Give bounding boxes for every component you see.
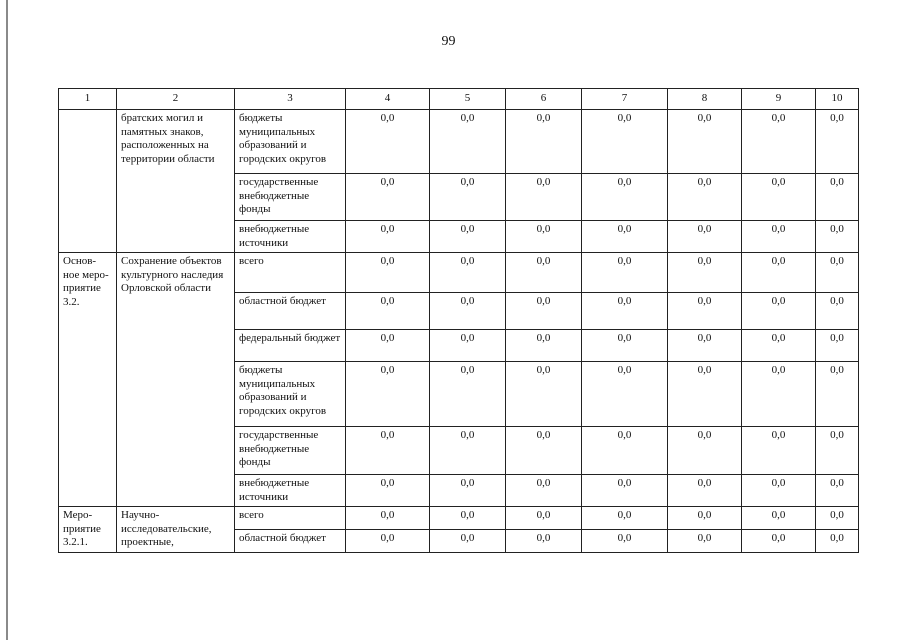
- value-cell: 0,0: [668, 221, 742, 253]
- value-cell: 0,0: [430, 507, 506, 530]
- value-cell: 0,0: [742, 174, 816, 221]
- value-cell: 0,0: [668, 293, 742, 330]
- funding-source-cell: всего: [235, 507, 346, 530]
- page-left-edge: [6, 0, 8, 640]
- event-code-cell: [59, 110, 117, 253]
- funding-source-cell: внебюджетные источники: [235, 221, 346, 253]
- value-cell: 0,0: [506, 362, 582, 427]
- header-cell-2: 2: [117, 89, 235, 110]
- event-code-cell: Меро-приятие 3.2.1.: [59, 507, 117, 553]
- value-cell: 0,0: [346, 362, 430, 427]
- value-cell: 0,0: [668, 362, 742, 427]
- funding-source-cell: областной бюджет: [235, 530, 346, 553]
- header-cell-1: 1: [59, 89, 117, 110]
- value-cell: 0,0: [430, 174, 506, 221]
- value-cell: 0,0: [668, 507, 742, 530]
- header-cell-6: 6: [506, 89, 582, 110]
- value-cell: 0,0: [816, 174, 859, 221]
- value-cell: 0,0: [816, 362, 859, 427]
- funding-source-cell: федеральный бюджет: [235, 330, 346, 362]
- value-cell: 0,0: [346, 427, 430, 475]
- value-cell: 0,0: [430, 475, 506, 507]
- funding-source-cell: областной бюджет: [235, 293, 346, 330]
- value-cell: 0,0: [346, 475, 430, 507]
- value-cell: 0,0: [506, 293, 582, 330]
- value-cell: 0,0: [430, 330, 506, 362]
- header-cell-7: 7: [582, 89, 668, 110]
- budget-table: [58, 88, 859, 553]
- value-cell: 0,0: [582, 330, 668, 362]
- header-cell-10: 10: [816, 89, 859, 110]
- table-row: [59, 507, 859, 530]
- value-cell: 0,0: [668, 110, 742, 174]
- value-cell: 0,0: [430, 530, 506, 553]
- value-cell: 0,0: [346, 174, 430, 221]
- value-cell: 0,0: [742, 253, 816, 293]
- value-cell: 0,0: [816, 221, 859, 253]
- value-cell: 0,0: [506, 221, 582, 253]
- value-cell: 0,0: [346, 330, 430, 362]
- value-cell: 0,0: [582, 530, 668, 553]
- header-row: [59, 89, 859, 110]
- header-cell-9: 9: [742, 89, 816, 110]
- event-name-cell: братских могил и памятных знаков, расположенных на территории области: [117, 110, 235, 253]
- value-cell: 0,0: [582, 475, 668, 507]
- value-cell: 0,0: [742, 507, 816, 530]
- value-cell: 0,0: [346, 530, 430, 553]
- value-cell: 0,0: [346, 221, 430, 253]
- value-cell: 0,0: [668, 530, 742, 553]
- value-cell: 0,0: [430, 221, 506, 253]
- value-cell: 0,0: [816, 507, 859, 530]
- value-cell: 0,0: [430, 362, 506, 427]
- value-cell: 0,0: [816, 530, 859, 553]
- value-cell: 0,0: [506, 330, 582, 362]
- header-cell-8: 8: [668, 89, 742, 110]
- value-cell: 0,0: [582, 110, 668, 174]
- value-cell: 0,0: [742, 362, 816, 427]
- value-cell: 0,0: [582, 427, 668, 475]
- value-cell: 0,0: [346, 253, 430, 293]
- value-cell: 0,0: [506, 475, 582, 507]
- value-cell: 0,0: [742, 293, 816, 330]
- value-cell: 0,0: [742, 110, 816, 174]
- value-cell: 0,0: [506, 110, 582, 174]
- value-cell: 0,0: [742, 530, 816, 553]
- value-cell: 0,0: [346, 507, 430, 530]
- page-number: 99: [441, 34, 456, 49]
- value-cell: 0,0: [668, 330, 742, 362]
- event-name-cell: Сохранение объектов культурного наследия Орловской области: [117, 253, 235, 507]
- value-cell: 0,0: [668, 253, 742, 293]
- value-cell: 0,0: [506, 507, 582, 530]
- value-cell: 0,0: [430, 427, 506, 475]
- value-cell: 0,0: [506, 530, 582, 553]
- value-cell: 0,0: [816, 330, 859, 362]
- value-cell: 0,0: [816, 475, 859, 507]
- value-cell: 0,0: [816, 427, 859, 475]
- value-cell: 0,0: [430, 253, 506, 293]
- value-cell: 0,0: [816, 253, 859, 293]
- value-cell: 0,0: [430, 293, 506, 330]
- table-row: [59, 253, 859, 293]
- value-cell: 0,0: [582, 362, 668, 427]
- header-cell-4: 4: [346, 89, 430, 110]
- value-cell: 0,0: [742, 427, 816, 475]
- value-cell: 0,0: [668, 427, 742, 475]
- value-cell: 0,0: [668, 174, 742, 221]
- funding-source-cell: государственные внебюджетные фонды: [235, 174, 346, 221]
- value-cell: 0,0: [582, 507, 668, 530]
- value-cell: 0,0: [346, 110, 430, 174]
- value-cell: 0,0: [742, 221, 816, 253]
- value-cell: 0,0: [668, 475, 742, 507]
- event-code-cell: Основ-ное меро-приятие 3.2.: [59, 253, 117, 507]
- value-cell: 0,0: [506, 253, 582, 293]
- value-cell: 0,0: [582, 221, 668, 253]
- value-cell: 0,0: [816, 110, 859, 174]
- funding-source-cell: всего: [235, 253, 346, 293]
- funding-source-cell: бюджеты муниципальных образований и городских округов: [235, 362, 346, 427]
- funding-source-cell: бюджеты муниципальных образований и городских округов: [235, 110, 346, 174]
- value-cell: 0,0: [582, 174, 668, 221]
- header-cell-5: 5: [430, 89, 506, 110]
- value-cell: 0,0: [742, 330, 816, 362]
- value-cell: 0,0: [582, 253, 668, 293]
- event-name-cell: Научно-исследовательские, проектные,: [117, 507, 235, 553]
- value-cell: 0,0: [430, 110, 506, 174]
- value-cell: 0,0: [582, 293, 668, 330]
- value-cell: 0,0: [816, 293, 859, 330]
- funding-source-cell: государственные внебюджетные фонды: [235, 427, 346, 475]
- table-row: [59, 110, 859, 174]
- value-cell: 0,0: [742, 475, 816, 507]
- funding-source-cell: внебюджетные источники: [235, 475, 346, 507]
- header-cell-3: 3: [235, 89, 346, 110]
- value-cell: 0,0: [346, 293, 430, 330]
- value-cell: 0,0: [506, 174, 582, 221]
- value-cell: 0,0: [506, 427, 582, 475]
